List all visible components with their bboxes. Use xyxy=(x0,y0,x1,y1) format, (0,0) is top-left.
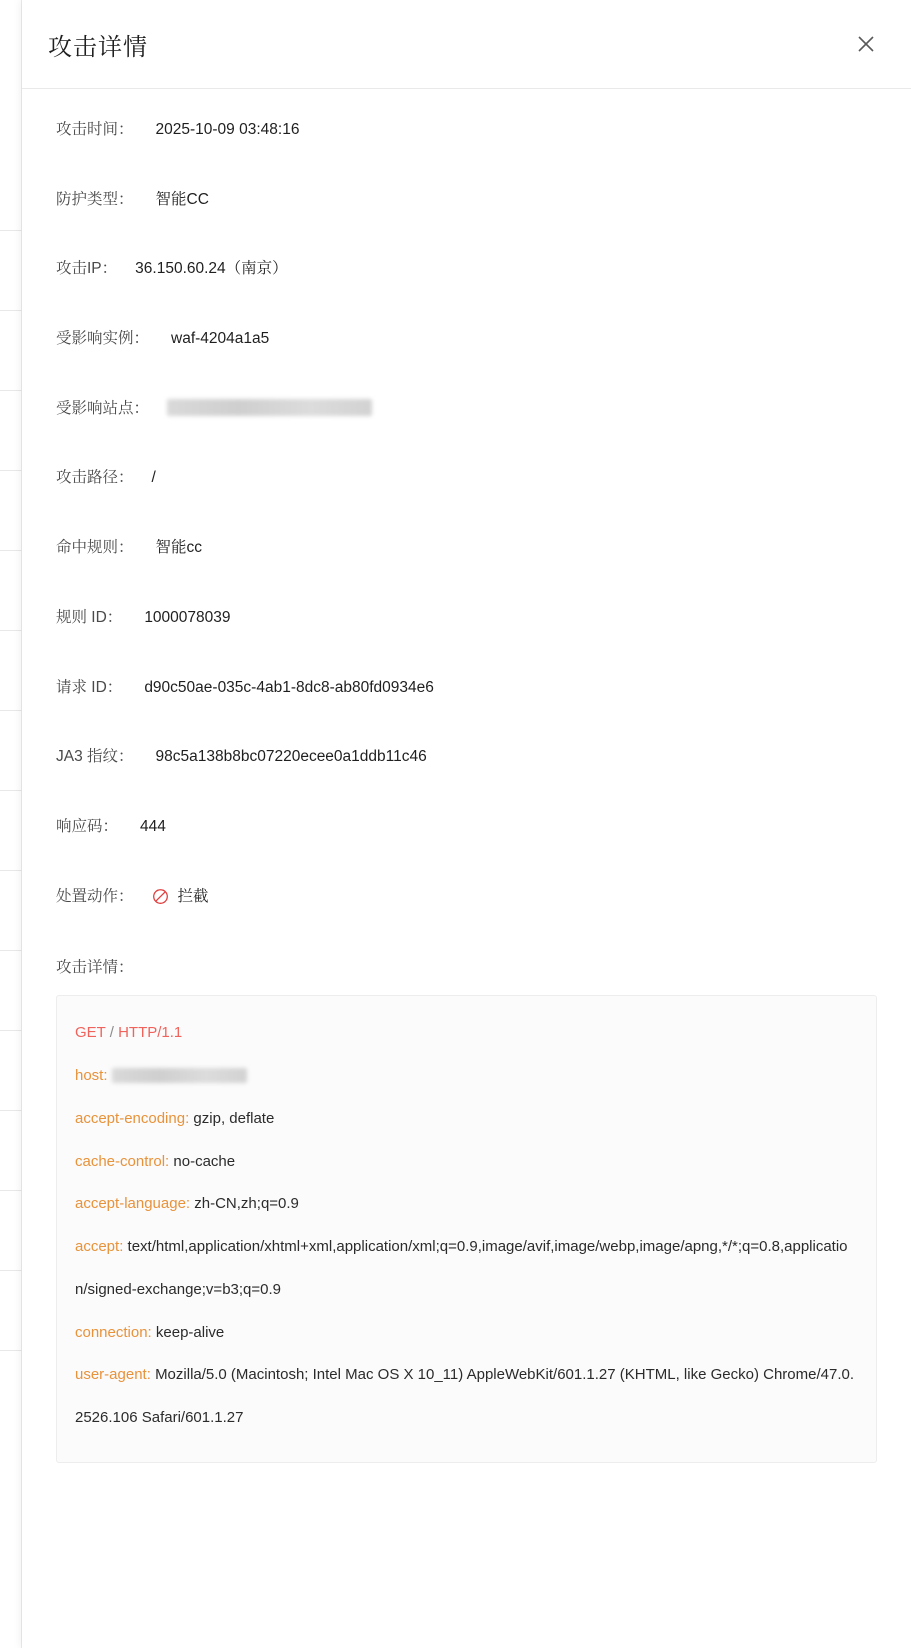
field-label: JA3 指纹： xyxy=(56,748,134,766)
header-value: zh-CN,zh;q=0.9 xyxy=(194,1195,299,1213)
header-host xyxy=(75,1055,858,1098)
header-cache-control xyxy=(75,1141,858,1184)
block-shield-icon xyxy=(152,888,169,905)
drawer-header xyxy=(22,0,911,89)
header-value: Mozilla/5.0 (Macintosh; Intel Mac OS X 10_11) AppleWebKit/601.1.27 (KHTML, like Gecko) Chrome/47.0.2526.106 Safari/601.1.27 xyxy=(75,1366,854,1426)
page-title: 攻击详情 xyxy=(48,33,148,61)
header-user-agent xyxy=(75,1354,858,1440)
field-request-id xyxy=(56,677,877,699)
status-badge xyxy=(152,886,209,908)
field-label: 规则 ID： xyxy=(56,608,123,626)
field-value: 98c5a138b8bc07220ecee0a1ddb11c46 xyxy=(155,748,427,766)
request-protocol: HTTP/1.1 xyxy=(118,1024,183,1042)
header-name: accept-encoding: xyxy=(75,1109,190,1127)
field-attack-time xyxy=(56,119,877,141)
drawer-body xyxy=(22,89,911,1503)
field-attack-ip xyxy=(56,258,877,280)
field-label: 攻击IP： xyxy=(56,260,118,278)
header-value: no-cache xyxy=(173,1152,236,1170)
field-value: 36.150.60.24 xyxy=(135,260,226,278)
field-label: 防护类型： xyxy=(56,190,134,208)
field-site xyxy=(56,398,877,420)
field-value-location: （南京） xyxy=(225,260,288,278)
field-instance xyxy=(56,328,877,350)
header-accept xyxy=(75,1226,858,1312)
header-name: accept: xyxy=(75,1238,124,1255)
action-text: 拦截 xyxy=(177,887,209,905)
field-value: 1000078039 xyxy=(144,608,231,626)
field-hit-rule xyxy=(56,537,877,559)
field-value-redacted xyxy=(167,398,372,420)
background-row-lines xyxy=(0,0,22,1648)
header-name: cache-control: xyxy=(75,1152,170,1170)
field-label: 处置动作： xyxy=(56,887,134,905)
request-path: / xyxy=(109,1024,114,1042)
field-label: 请求 ID： xyxy=(56,678,123,696)
field-response-code xyxy=(56,816,877,838)
attack-detail-label: 攻击详情： xyxy=(56,959,134,977)
field-label: 命中规则： xyxy=(56,539,134,557)
header-value: text/html,application/xhtml+xml,application/xml;q=0.9,image/avif,image/webp,image/apng,*/*;q=0.8,application/signed-exchange;v=b3;q=0.9 xyxy=(75,1238,848,1298)
field-value: waf-4204a1a5 xyxy=(171,330,270,348)
field-label: 受影响实例： xyxy=(56,330,150,348)
close-icon[interactable] xyxy=(849,27,883,61)
header-value-redacted xyxy=(112,1067,247,1084)
header-name: connection: xyxy=(75,1323,152,1341)
request-method: GET xyxy=(75,1024,106,1042)
field-protect-type xyxy=(56,189,877,211)
request-line xyxy=(75,1012,858,1055)
field-label: 攻击路径： xyxy=(56,469,134,487)
header-value: keep-alive xyxy=(155,1323,225,1341)
header-connection xyxy=(75,1312,858,1355)
field-label: 攻击时间： xyxy=(56,121,134,138)
field-value: d90c50ae-035c-4ab1-8dc8-ab80fd0934e6 xyxy=(144,678,434,696)
field-value: 2025-10-09 03:48:16 xyxy=(155,121,300,138)
field-rule-id xyxy=(56,607,877,629)
field-value: / xyxy=(151,469,156,487)
field-attack-path xyxy=(56,467,877,489)
field-value: 智能CC xyxy=(155,190,209,208)
field-value: 444 xyxy=(140,817,166,835)
field-label: 响应码： xyxy=(56,817,119,835)
header-name: user-agent: xyxy=(75,1366,151,1384)
field-value: 智能cc xyxy=(155,539,203,557)
field-action xyxy=(56,886,877,908)
header-accept-encoding xyxy=(75,1098,858,1141)
header-name: host: xyxy=(75,1067,108,1084)
raw-request-box xyxy=(56,995,877,1463)
field-label: 受影响站点： xyxy=(56,399,150,417)
attack-detail-drawer xyxy=(22,0,911,1648)
header-value: gzip, deflate xyxy=(193,1109,275,1127)
header-name: accept-language: xyxy=(75,1195,191,1213)
header-accept-language xyxy=(75,1183,858,1226)
field-ja3-fingerprint xyxy=(56,746,877,768)
